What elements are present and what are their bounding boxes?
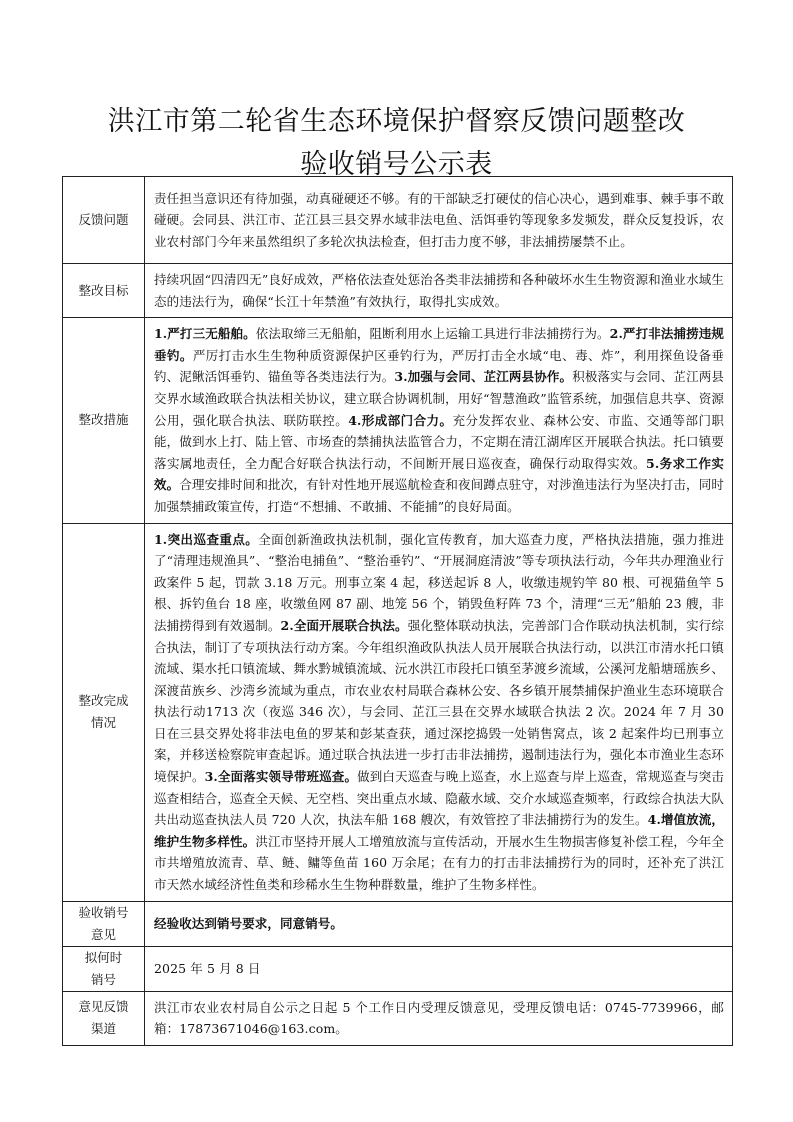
measure-1-text: 依法取缔三无船舶，阻断利用水上运输工具进行非法捕捞行为。 [255,326,610,342]
completion-3-text: 做到白天巡查与晚上巡查，水上巡查与岸上巡查，常规巡查与突击巡查相结合，巡查全天候、无空档、突出重点水域、隐蔽水域、交介水域巡查频率，行政综合执法大队共出动巡查执法人员 720 人次，执法车船 168 艘次，有效管控了非法捕捞行为的发生。 [154,769,725,828]
completion-4-heading: 4.增值放流，维护生物多样性。 [154,812,725,849]
content-measures [145,318,733,523]
rectification-table [62,176,733,1046]
completion-2-heading: 2.全面开展联合执法。 [280,617,408,633]
table-row-acceptance [63,901,733,946]
document-title-line1: 洪江市第二轮省生态环境保护督察反馈问题整改 [107,106,686,137]
measure-4-text: 充分发挥农业、森林公安、市监、交通等部门职能，做到水上打、陆上管、市场查的禁捕执法监管合力，不定期在清江湖库区开展联合执法。托口镇要落实属地责任，全力配合好联合执法行动，不间断开展日巡夜查，确保行动取得实效。 [154,412,724,471]
content-completion [145,523,733,901]
label-completion-line1: 整改完成 [78,693,129,709]
content-acceptance: 经验收达到销号要求，同意销号。 [145,901,733,946]
label-date-line2: 销号 [90,971,116,987]
label-goal: 整改目标 [63,264,145,318]
table-row-date [63,946,733,991]
measure-3-text: 积极落实与会同、芷江两县交界水域渔政联合执法相关协议，建立联合协调机制，用好“智慧渔政”监管系统，加强信息共享、资源公用，强化联合执法、联防联控。 [154,369,724,428]
measure-3-heading: 3.加强与会同、芷江两县协作。 [394,369,573,385]
content-date: 2025 年 5 月 8 日 [145,946,733,991]
content-goal: 持续巩固“四清四无”良好成效，严格依法查处惩治各类非法捕捞和各种破坏水生生物资源和渔业水域生态的违法行为，确保“长江十年禁渔”有效执行，取得扎实成效。 [145,264,733,318]
label-channel [63,991,145,1045]
content-channel: 洪江市农业农村局自公示之日起 5 个工作日内受理反馈意见，受理反馈电话：0745-7739966，邮箱：17873671046@163.com。 [145,991,733,1045]
completion-3-heading: 3.全面落实领导带班巡查。 [204,769,358,785]
document-title-line2: 验收销号公示表 [300,149,493,180]
completion-4-text: 洪江市坚持开展人工增殖放流与宣传活动，开展水生生物损害修复补偿工程，今年全市共增殖放流青、草、鲢、鳙等鱼苗 160 万余尾；在有力的打击非法捕捞行为的同时，还补充了洪江市天然水域经济性鱼类和珍稀水生生物种群数量，维护了生物多样性。 [154,833,724,893]
label-completion-line2: 情况 [90,715,116,731]
table-row-completion [63,523,733,901]
measure-5-heading: 5.务求工作实效。 [154,455,725,493]
label-channel-line2: 渠道 [90,1021,116,1037]
measure-2-heading: 2.严打非法捕捞违规垂钓。 [154,326,724,363]
table-row-channel [63,991,733,1045]
measure-1-heading: 1.严打三无船舶。 [154,326,256,342]
label-completion [63,523,145,901]
label-date [63,946,145,991]
measure-4-heading: 4.形成部门合力。 [348,412,453,428]
table-row-goal [63,264,733,318]
label-acceptance-line1: 验收销号 [78,904,129,920]
label-date-line1: 拟何时 [84,949,123,965]
label-channel-line1: 意见反馈 [78,999,129,1015]
label-acceptance-line2: 意见 [90,926,116,942]
table-row-measures [63,318,733,523]
measure-2-text: 严厉打击水生生物种质资源保护区垂钓行为，严厉打击全水域“电、毒、炸”，利用探鱼设备垂钓、泥鳅活饵垂钓、锚鱼等各类违法行为。 [154,347,724,385]
label-acceptance [63,901,145,946]
content-feedback: 责任担当意识还有待加强，动真碰硬还不够。有的干部缺乏打硬仗的信心决心，遇到难事、棘手事不敢碰硬。会同县、洪江市、芷江县三县交界水域非法电鱼、活饵垂钓等现象多发频发，群众反复投诉，农业农村部门今年来虽然组织了多轮次执法检查，但打击力度不够，非法捕捞屡禁不止。 [145,177,733,264]
label-feedback: 反馈问题 [63,177,145,264]
table-row-feedback [63,177,733,264]
completion-1-text: 全面创新渔政执法机制，强化宣传教育，加大巡查力度，严格执法措施，强力推进了“清理违规渔具”、“整治电捕鱼”、“整治垂钓”、“开展洞庭清波”等专项执法行动，今年共办理渔业行政案件 5 起，罚款 3.18 万元。刑事立案 4 起，移送起诉 8 人，收缴违规钓竿 80 根、可视猫鱼竿 5 根、拆钓鱼台 18 座，收缴鱼网 87 副、地笼 56 个，销毁鱼籽阵 73 个，清理“三无”船舶 23 艘，非法捕捞得到有效遏制。 [154,531,724,633]
completion-2-text: 强化整体联动执法，完善部门合作联动执法机制，实行综合执法，制订了专项执法行动方案。今年组织渔政队执法人员开展联合执法行动，以洪江市清水托口镇流域、渠水托口镇流域、舞水黔城镇流域、沅水洪江市段托口镇至茅渡乡流域，公溪河龙船塘瑶族乡、深渡苗族乡、沙湾乡流域为重点，市农业农村局联合森林公安、各乡镇开展禁捕保护渔业生态环境联合执法行动1713 次（夜巡 346 次），与会同、芷江三县在交界水域联合执法 2 次。2024 年 7 月 30 日在三县交界处将非法电鱼的罗某和彭某查获，通过深挖捣毁一处销售窝点，该 2 起案件均已刑事立案，并移送检察院审查起诉。通过联合执法进一步打击非法捕捞，遏制违法行为，强化本市渔业生态环境保护。 [154,617,724,785]
label-measures: 整改措施 [63,318,145,523]
measure-5-text: 合理安排时间和批次，有针对性地开展巡航检查和夜间蹲点驻守，对涉渔违法行为坚决打击，同时加强禁捕政策宣传，打造“不想捕、不敢捕、不能捕”的良好局面。 [154,477,724,514]
completion-1-heading: 1.突出巡查重点。 [154,531,259,547]
